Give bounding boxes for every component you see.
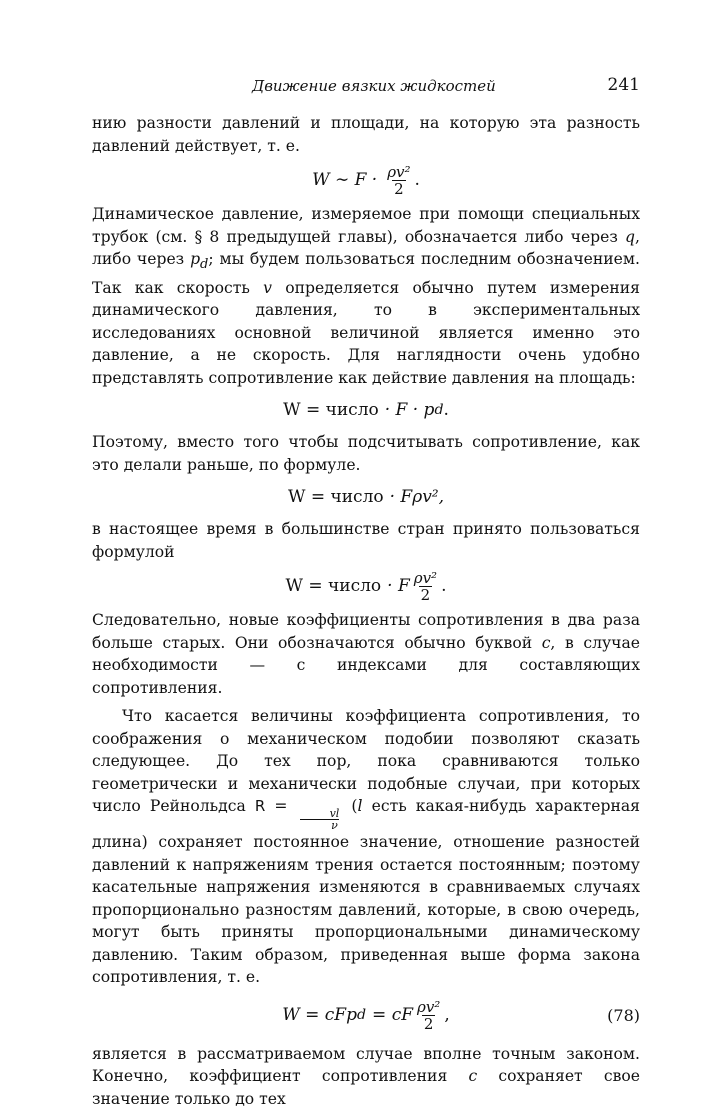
paragraph: Поэтому, вместо того чтобы подсчитывать сопротивление, как это делали раньше, по формуле. [92,433,640,474]
equation-78: W = cFp d = cF $\frac{\text{ρv²}}{2}$ , (78) [282,998,640,1034]
paragraph: нию разности давлений и площади, на которую эта разность давлений действует, т. е. [92,114,640,155]
paragraph: Динамическое давление, измеряемое при помощи специальных трубок (см. § 8 предыдущей главы), обозначается либо через q, либо через $p_d$; мы будем пользоваться последним обозначением. Так как скорость v определяется обычно путем измерения динамического давления, то в экспериментальных исследованиях основной величиной является именно это давление, а не скорость. Для наглядности очень удобно представлять сопротивление как действие давления на площадь: [92,205,640,387]
body-text [92,112,640,1110]
equation-number: (78) [607,1005,640,1025]
fraction: $\frac{\text{ρv²}}{2}$ [413,568,438,604]
paragraph: является в рассматриваемом случае вполне точным законом. Конечно, коэффициент сопротивления c сохраняет свое значение только до тех [92,1044,641,1108]
equation-1: W ∼ F · $\frac{\text{ρv²}}{2}$ . [312,162,420,198]
page-number: 241 [607,75,640,95]
equation-2: W = число · F · p d . [283,399,449,420]
page-header [92,75,640,99]
paragraph: в настоящее время в большинстве стран принято пользоваться формулой [92,520,640,561]
inline-fraction: $\frac{vl}{\nu}$ [299,808,341,831]
paragraph: Что касается величины коэффициента сопротивления, то соображения о механическом подобии позволяют сказать следующее. До тех пор, пока сравниваются только геометрически и механически подобные случаи, при которых число Рейнольдса R = $\frac{vl}{\nu}$ (l есть какая-нибудь характерная длина) сохраняет постоянное значение, отношение разностей давлений к напряжениям трения остается постоянным; поэтому касательные напряжения изменяются в сравниваемых случаях пропорционально разностям давлений, которые, в свою очередь, могут быть приняты пропорциональными динамическому давлению. Таким образом, приведенная выше форма закона сопротивления, т. е. [92,707,640,987]
running-title: Движение вязких жидкостей [252,77,496,95]
fraction: $\frac{\text{ρv²}}{2}$ [417,998,441,1034]
paragraph: Следовательно, новые коэффициенты сопротивления в два раза больше старых. Они обозначаются обычно буквой c, в случае необходимости — с индексами для составляющих сопротивления. [92,611,640,697]
equation-3: W = число · Fρv², [287,486,445,507]
fraction: $\frac{\text{ρv²}}{2}$ [387,162,411,198]
equation-4: W = число · F $\frac{\text{ρv²}}{2}$ . [285,568,447,604]
